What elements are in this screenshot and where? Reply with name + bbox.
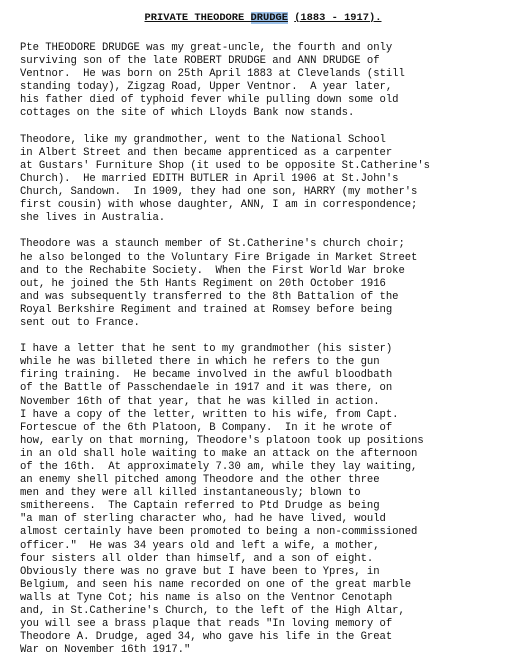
title-years: (1883 - 1917). <box>294 12 382 24</box>
text-line: Ventnor. He was born on 25th April 1883 at Clevelands (still <box>20 68 405 81</box>
text-line: an enemy shell pitched among Theodore and the other three <box>20 474 380 487</box>
text-line: out, he joined the 5th Hants Regiment on 20th October 1916 <box>20 277 386 290</box>
text-line: you will see a brass plaque that reads "In loving memory of <box>20 618 393 631</box>
text-line: I have a letter that he sent to my grandmother (his sister) <box>20 343 393 356</box>
text-line: firing training. He became involved in the awful bloodbath <box>20 369 393 382</box>
text-line: sent out to France. <box>20 316 140 329</box>
paragraph <box>20 238 520 330</box>
text-line: his father died of typhoid fever while pulling down some old <box>20 94 399 107</box>
paragraph <box>20 343 520 657</box>
text-line: at Gustars' Furniture Shop (it used to be opposite St.Catherine's <box>20 159 430 172</box>
text-line: Church). He married EDITH BUTLER in April 1906 at St.John's <box>20 172 399 185</box>
text-line: and, in St.Catherine's Church, to the left of the High Altar, <box>20 605 405 618</box>
text-line: smithereens. The Captain referred to Ptd Drudge as being <box>20 500 380 513</box>
text-line: she lives in Australia. <box>20 212 166 225</box>
title-highlighted-surname[interactable]: DRUDGE <box>250 12 288 24</box>
text-line: Fortescue of the 6th Platoon, B Company. In it he wrote of <box>20 421 393 434</box>
text-line: Church, Sandown. In 1909, they had one son, HARRY (my mother's <box>20 186 418 199</box>
paragraph <box>20 42 520 121</box>
text-line: Belgium, and seen his name recorded on one of the great marble <box>20 578 412 591</box>
text-line: and to the Rechabite Society. When the First World War broke <box>20 264 405 277</box>
text-line: Royal Berkshire Regiment and trained at Romsey before being <box>20 303 393 316</box>
title-prefix: PRIVATE THEODORE <box>144 12 251 24</box>
text-line: how, early on that morning, Theodore's platoon took up positions <box>20 434 424 447</box>
text-line: Theodore, like my grandmother, went to the National School <box>20 133 386 146</box>
text-line: in an old shall hole waiting to make an attack on the afternoon <box>20 447 418 460</box>
text-line: "a man of sterling character who, had he have lived, would <box>20 513 386 526</box>
text-line: four sisters all older than himself, and a son of eight. <box>20 552 374 565</box>
text-line: first cousin) with whose daughter, ANN, I am in correspondence; <box>20 199 418 212</box>
text-line: Theodore A. Drudge, aged 34, who gave his life in the Great <box>20 631 393 644</box>
text-line: men and they were all killed instantaneously; blown to <box>20 487 361 500</box>
text-line: Theodore was a staunch member of St.Catherine's church choir; <box>20 238 405 251</box>
text-line: of the Battle of Passchendaele in 1917 and it was there, on <box>20 382 393 395</box>
text-line: cottages on the site of which Lloyds Bank now stands. <box>20 107 355 120</box>
text-line: and was subsequently transferred to the 8th Battalion of the <box>20 290 399 303</box>
paragraph <box>20 134 520 226</box>
text-line: while he was billeted there in which he refers to the gun <box>20 356 380 369</box>
text-line: he also belonged to the Voluntary Fire Brigade in Market Street <box>20 251 418 264</box>
text-line: Pte THEODORE DRUDGE was my great-uncle, the fourth and only <box>20 42 393 54</box>
text-line: walls at Tyne Cot; his name is also on the Ventnor Cenotaph <box>20 591 393 604</box>
text-line: almost certainly have been promoted to being a non-commissioned <box>20 526 418 539</box>
text-line: Obviously there was no grave but I have been to Ypres, in <box>20 565 380 578</box>
text-line: War on November 16th 1917." <box>20 644 191 657</box>
document-title <box>0 12 526 25</box>
text-line: November 16th of that year, that he was killed in action. <box>20 395 380 408</box>
text-line: of the 16th. At approximately 7.30 am, while they lay waiting, <box>20 461 418 473</box>
text-line: surviving son of the late ROBERT DRUDGE and ANN DRUDGE of <box>20 55 380 68</box>
text-line: standing today), Zigzag Road, Upper Ventnor. A year later, <box>20 81 393 94</box>
document-body <box>20 42 520 671</box>
text-line: in Albert Street and then became apprenticed as a carpenter <box>20 146 393 159</box>
text-line: officer." He was 34 years old and left a wife, a mother, <box>20 539 380 552</box>
text-line: I have a copy of the letter, written to his wife, from Capt. <box>20 408 399 421</box>
